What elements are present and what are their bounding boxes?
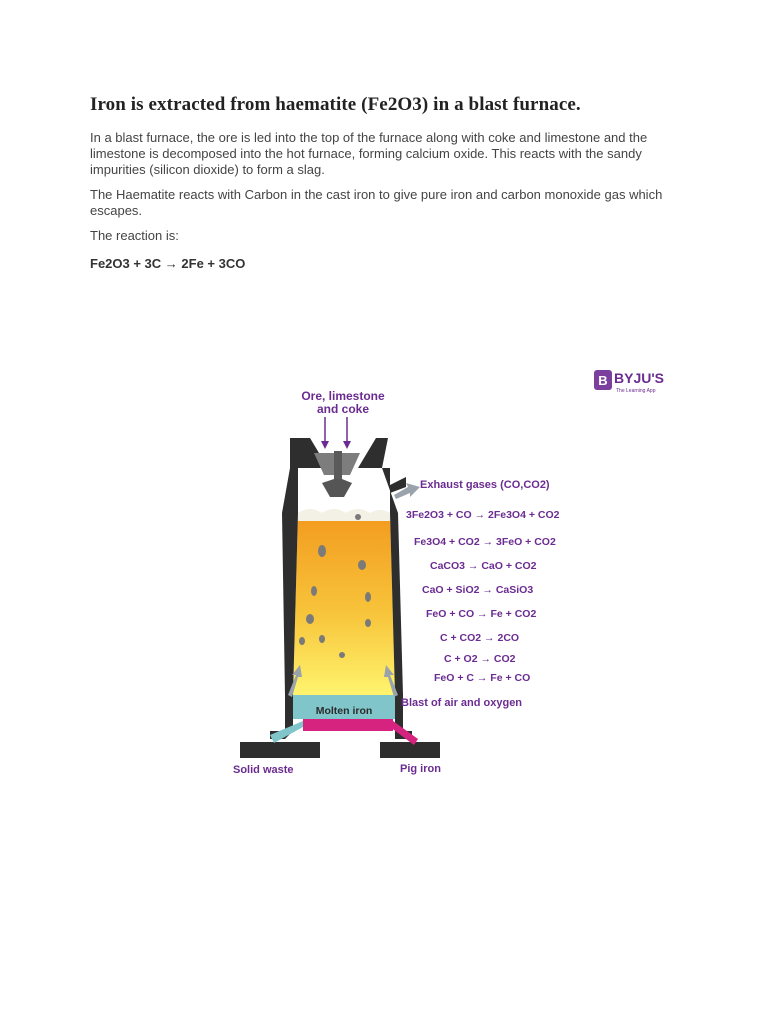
article xyxy=(90,94,690,281)
pig-iron-zone xyxy=(303,719,393,731)
reaction-4: CaO + SiO2 → CaSiO3 xyxy=(422,584,534,596)
furnace-charge xyxy=(293,513,395,695)
molten-iron-label: Molten iron xyxy=(315,705,373,717)
svg-text:B: B xyxy=(598,373,608,388)
reaction-6: C + CO2 → 2CO xyxy=(440,632,520,644)
reaction-2: Fe3O4 + CO2 → 3FeO + CO2 xyxy=(414,536,556,548)
reaction-8: FeO + C → Fe + CO xyxy=(434,672,531,684)
paragraph-1: In a blast furnace, the ore is led into the top of the furnace along with coke and limestone and the limestone is decomposed into the hot furnace, forming calcium oxide. This reacts with the sandy impurities (silicon dioxide) to form a slag. xyxy=(90,130,648,177)
reaction-equation: Fe2O3 + 3C → 2Fe + 3CO xyxy=(90,256,246,271)
pig-iron-label: Pig iron xyxy=(400,763,441,775)
solid-waste-label: Solid waste xyxy=(233,764,294,776)
blast-furnace-figure xyxy=(230,365,680,785)
reaction-5: FeO + CO → Fe + CO2 xyxy=(426,608,537,620)
paragraph-3: The reaction is: xyxy=(90,228,179,243)
reaction-1: 3Fe2O3 + CO → 2Fe3O4 + CO2 xyxy=(406,509,560,521)
input-label-line2: and coke xyxy=(316,402,370,416)
article-title: Iron is extracted from haematite (Fe2O3) in a blast furnace. xyxy=(90,94,581,115)
byjus-logo xyxy=(594,370,664,394)
reactions-list xyxy=(406,509,560,684)
exhaust-label: Exhaust gases (CO,CO2) xyxy=(420,479,550,491)
paragraph-2: The Haematite reacts with Carbon in the cast iron to give pure iron and carbon monoxide gas which escapes. xyxy=(90,187,663,218)
logo-tagline: The Learning App xyxy=(616,388,656,394)
reaction-3: CaCO3 → CaO + CO2 xyxy=(430,560,537,572)
blast-label: Blast of air and oxygen xyxy=(401,697,523,709)
input-arrows xyxy=(321,417,351,449)
input-label-line1: Ore, limestone xyxy=(301,389,385,403)
logo-text: BYJU'S xyxy=(614,370,665,386)
reaction-7: C + O2 → CO2 xyxy=(444,653,516,665)
